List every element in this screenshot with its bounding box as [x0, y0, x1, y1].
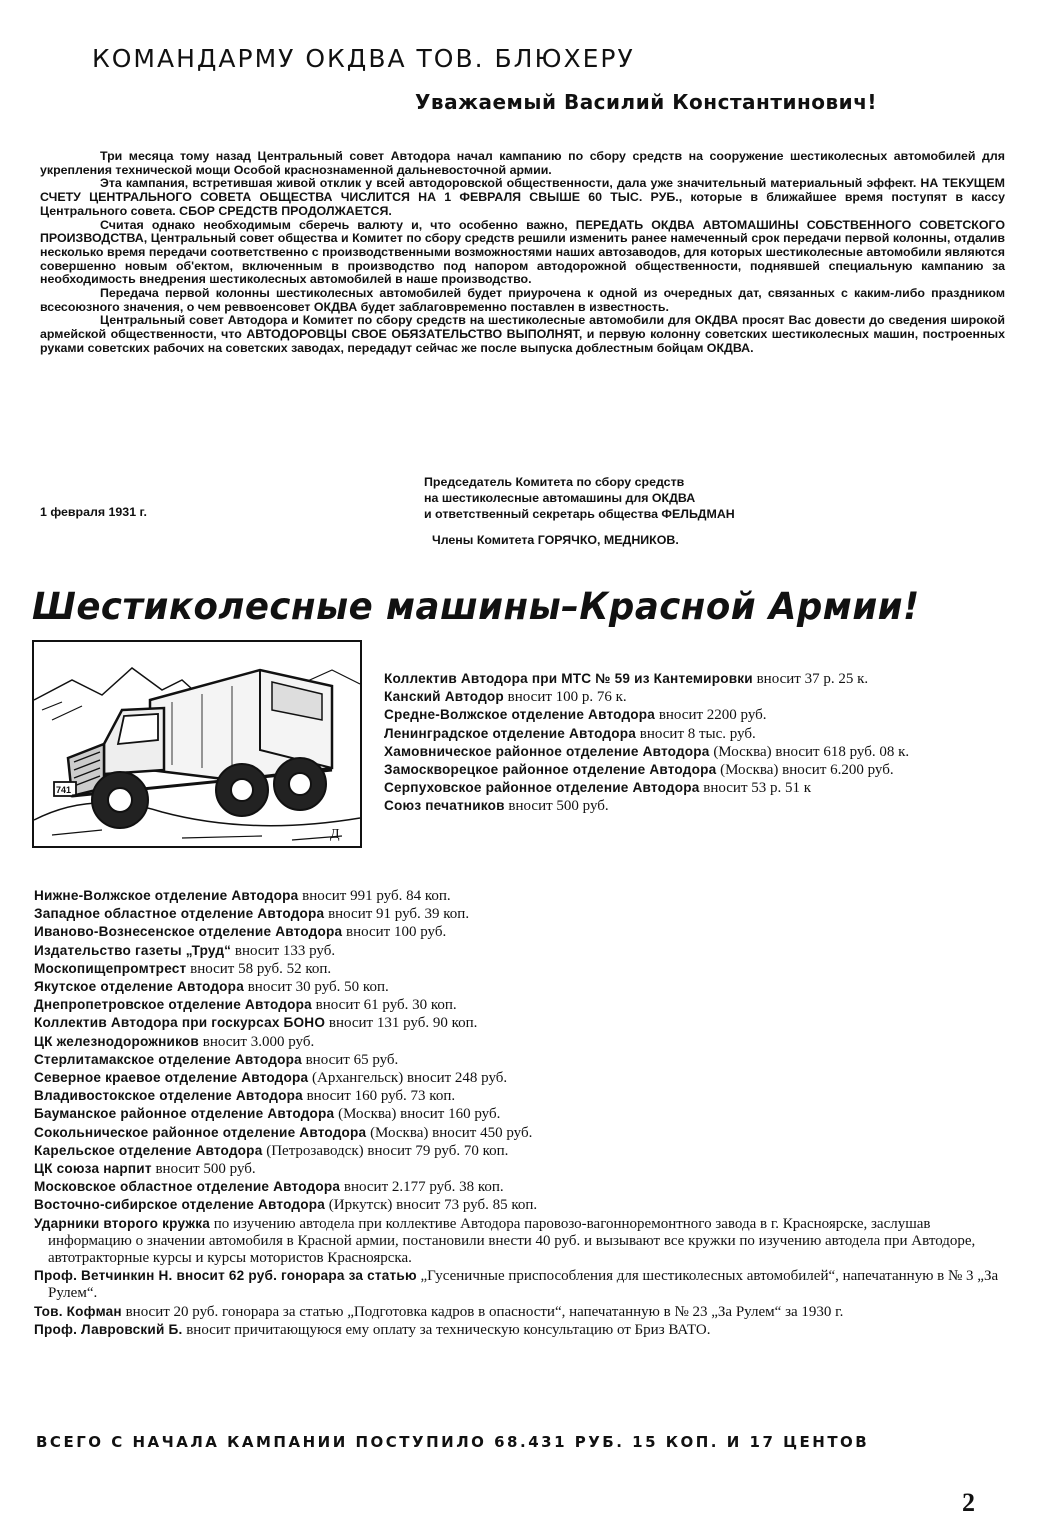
donor-name: Коллектив Автодора при МТС № 59 из Кантемировки: [384, 671, 753, 686]
donation-item: [34, 1321, 1004, 1339]
donation-amount: (Москва) вносит 160 руб.: [338, 1106, 501, 1123]
donor-name: Нижне-Волжское отделение Автодора: [34, 888, 299, 903]
donation-item: [34, 978, 1004, 996]
donor-name: Владивостокское отделение Автодора: [34, 1088, 303, 1104]
donation-item: [34, 1160, 1004, 1178]
donor-name: Коллектив Автодора при госкурсах БОНО: [34, 1015, 326, 1031]
donation-amount: вносит 2.177 руб. 38 коп.: [343, 1179, 504, 1196]
donor-name: Проф. Ветчинкин Н. вносит 62 руб. гонорара за статью: [34, 1268, 417, 1284]
donation-item: [384, 779, 1004, 797]
headline: Шестиколесные машины–Красной Армии!: [32, 585, 920, 628]
signature-line: на шестиколесные автомашины для ОКДВА: [424, 491, 696, 505]
donation-item: [384, 670, 1004, 688]
campaign-total: ВСЕГО С НАЧАЛА КАМПАНИИ ПОСТУПИЛО 68.431 РУБ. 15 КОП. И 17 ЦЕНТОВ: [36, 1433, 870, 1451]
letter-date: 1 февраля 1931 г.: [40, 505, 147, 519]
donation-amount: вносит 500 руб.: [508, 798, 609, 815]
donation-item: [384, 688, 1004, 706]
donation-item: [384, 761, 1004, 779]
donation-item: [34, 923, 1004, 941]
donation-amount: вносит 8 тыс. руб.: [639, 725, 756, 742]
donor-name: Средне-Волжское отделение Автодора: [384, 707, 656, 723]
donation-amount: вносит 65 руб.: [305, 1051, 399, 1068]
donation-item: [384, 743, 1004, 761]
donation-item: [34, 1267, 1004, 1302]
donation-amount: вносит причитающуюся ему оплату за техническую консультацию от Бриз ВАТО.: [186, 1321, 711, 1338]
donation-item: [384, 725, 1004, 743]
donation-item: [34, 960, 1004, 978]
license-plate: 741: [56, 785, 72, 795]
donor-name: Сокольническое районное отделение Автодора: [34, 1124, 367, 1140]
donation-amount: вносит 61 руб. 30 коп.: [315, 997, 457, 1014]
donation-item: [34, 1215, 1004, 1268]
donation-item: [384, 706, 1004, 724]
donation-amount: вносит 37 р. 25 к.: [756, 671, 869, 687]
donor-name: Канский Автодор: [384, 689, 504, 705]
signature-block: [424, 474, 735, 522]
donor-name: Северное краевое отделение Автодора: [34, 1070, 309, 1086]
letter-paragraph: Эта кампания, встретившая живой отклик у всей автодоровской общественности, дала уже значительный материальный эффект. НА ТЕКУЩЕМ СЧЕТУ ЦЕНТРАЛЬНОГО СОВЕТА ОБЩЕСТВА ЧИСЛИТСЯ НА 1 ФЕВРАЛЯ СВЫШЕ 60 ТЫС. РУБ., которые в ближайшее время поступят в кассу Центрального совета. СБОР СРЕДСТВ ПРОДОЛЖАЕТСЯ.: [40, 176, 1005, 218]
donor-name: Якутское отделение Автодора: [34, 979, 244, 995]
donation-amount: (Иркутск) вносит 73 руб. 85 коп.: [328, 1197, 538, 1214]
donation-item: [34, 1303, 1004, 1321]
donor-name: Союз печатников: [384, 798, 505, 814]
donation-item: [34, 996, 1004, 1014]
donation-amount: вносит 91 руб. 39 коп.: [328, 906, 470, 923]
letter-paragraph: Считая однако необходимым сберечь валюту и, что особенно важно, ПЕРЕДАТЬ ОКДВА АВТОМАШИНЫ СОБСТВЕННОГО СОВЕТСКОГО ПРОИЗВОДСТВА, Центральный совет общества и Комитет по сбору средств решили изменить ранее намеченный срок передачи первой колонны, отдалив несколько время передачи соответственно с производственными возможностями наших автозаводов, для которых шестиколесные автомобили являются совершенно новым об'ектом, включенным в производство под напором автодорожной общественности, поднявшей специальную кампанию за необходимость внедрения шестиколесных автомобилей в наше производство.: [40, 217, 1005, 287]
donor-name: ЦК союза нарпит: [34, 1161, 152, 1177]
donation-amount: (Архангельск) вносит 248 руб.: [312, 1070, 508, 1087]
donations-list-top: [384, 670, 1004, 816]
donor-name: Серпуховское районное отделение Автодора: [384, 780, 700, 796]
donation-item: [34, 1196, 1004, 1214]
donation-item: [34, 1124, 1004, 1142]
donor-name: Стерлитамакское отделение Автодора: [34, 1051, 302, 1067]
donor-name: Ударники второго кружка: [34, 1215, 210, 1231]
donor-name: ЦК железнодорожников: [34, 1033, 199, 1049]
artist-monogram: Д: [330, 827, 340, 842]
donation-item: [34, 1105, 1004, 1123]
donation-amount: вносит 500 руб.: [155, 1161, 256, 1178]
donation-amount: вносит 30 руб. 50 коп.: [247, 979, 389, 996]
donation-amount: вносит 2200 руб.: [658, 707, 767, 724]
signature-line: Председатель Комитета по сбору средств: [424, 475, 685, 489]
donation-item: [34, 1051, 1004, 1069]
donation-item: [34, 1142, 1004, 1160]
donor-name: Московское областное отделение Автодора: [34, 1179, 341, 1195]
donor-name: Западное областное отделение Автодора: [34, 906, 325, 922]
donation-item: [34, 942, 1004, 960]
donor-name: Иваново-Вознесенское отделение Автодора: [34, 924, 343, 940]
donation-item: [34, 1087, 1004, 1105]
donation-amount: вносит 20 руб. гонорара за статью „Подготовка кадров в опасности“, напечатанную в № 23 „За Рулем“ за 1930 г.: [125, 1303, 844, 1320]
signature-line: и ответственный секретарь общества ФЕЛЬДМАН: [424, 507, 735, 521]
donation-amount: по изучению автодела при коллективе Автодора паровозо-вагонноремонтного завода в г. Красноярске, заслушав информацию о значении автомобиля в Красной армии, постановили внести 40 руб. и вызывают все кружки по изучению автодела при Автодоре, автотракторные курсы и курсы мотористов Красноярска.: [48, 1215, 976, 1267]
committee-members: Члены Комитета ГОРЯЧКО, МЕДНИКОВ.: [432, 533, 679, 547]
donor-name: Москопищепромтрест: [34, 960, 187, 976]
donation-amount: (Москва) вносит 618 руб. 08 к.: [713, 743, 910, 760]
donor-name: Днепропетровское отделение Автодора: [34, 997, 312, 1013]
donor-name: Замоскворецкое районное отделение Автодора: [384, 762, 717, 778]
donation-item: [34, 1178, 1004, 1196]
donor-name: Восточно-сибирское отделение Автодора: [34, 1197, 326, 1213]
donation-item: [34, 1014, 1004, 1032]
donation-amount: вносит 53 р. 51 к: [703, 780, 812, 797]
donor-name: Издательство газеты „Труд“: [34, 942, 232, 958]
donor-name: Хамовническое районное отделение Автодора: [384, 743, 710, 759]
donation-amount: вносит 3.000 руб.: [202, 1033, 315, 1050]
donation-item: [34, 1033, 1004, 1051]
donation-amount: (Петрозаводск) вносит 79 руб. 70 коп.: [266, 1142, 509, 1159]
donor-name: Карельское отделение Автодора: [34, 1142, 263, 1158]
donations-list-bottom: [34, 887, 1004, 1339]
letter-paragraph: Три месяца тому назад Центральный совет Автодора начал кампанию по сбору средств на сооружение шестиколесных автомобилей для укрепления технической мощи Особой краснознаменной дальневосточной армии.: [40, 149, 1005, 177]
donation-amount: вносит 100 руб.: [345, 924, 447, 941]
salutation: Уважаемый Василий Константинович!: [415, 90, 878, 114]
addressee-heading: КОМАНДАРМУ ОКДВА ТОВ. БЛЮХЕРУ: [92, 44, 635, 73]
donation-amount: (Москва) вносит 450 руб.: [370, 1124, 533, 1141]
letter-paragraph: Центральный совет Автодора и Комитет по сбору средств на шестиколесные автомобили для ОКДВА просят Вас довести до сведения широкой армейской общественности, что АВТОДОРОВЦЫ СВОЕ ОБЯЗАТЕЛЬСТВО ВЫПОЛНЯТ, и первую колонну советских шестиколесных машин, построенных руками советских рабочих на советских заводах, передадут сейчас же после выпуска доблестным бойцам ОКДВА.: [40, 313, 1005, 355]
donor-name: Бауманское районное отделение Автодора: [34, 1106, 335, 1122]
donation-item: [34, 905, 1004, 923]
donation-amount: (Москва) вносит 6.200 руб.: [720, 762, 894, 779]
donation-item: [34, 887, 1004, 905]
donation-item: [384, 797, 1004, 815]
letter-body: [40, 150, 1005, 356]
letter-paragraph: Передача первой колонны шестиколесных автомобилей будет приурочена к одной из очередных дат, связанных с каким-либо праздником всесоюзного значения, о чем реввоенсовет ОКДВА будет заблаговременно поставлен в известность.: [40, 286, 1005, 314]
donation-amount: вносит 991 руб. 84 коп.: [302, 888, 451, 904]
page-number: 2: [962, 1488, 975, 1517]
donation-amount: вносит 131 руб. 90 коп.: [328, 1015, 478, 1032]
donation-amount: вносит 100 р. 76 к.: [507, 689, 627, 706]
donor-name: Ленинградское отделение Автодора: [384, 725, 637, 741]
donor-name: Проф. Лавровский Б.: [34, 1321, 183, 1337]
donation-item: [34, 1069, 1004, 1087]
donation-amount: вносит 133 руб.: [234, 942, 336, 959]
donation-amount: „Гусеничные приспособления для шестиколесных автомобилей“, напечатанную в № 3 „За Рулем“.: [48, 1268, 999, 1302]
donor-name: Тов. Кофман: [34, 1303, 122, 1319]
donation-amount: вносит 160 руб. 73 коп.: [306, 1088, 456, 1105]
donation-amount: вносит 58 руб. 52 коп.: [190, 960, 332, 977]
truck-illustration-icon: [32, 640, 362, 848]
